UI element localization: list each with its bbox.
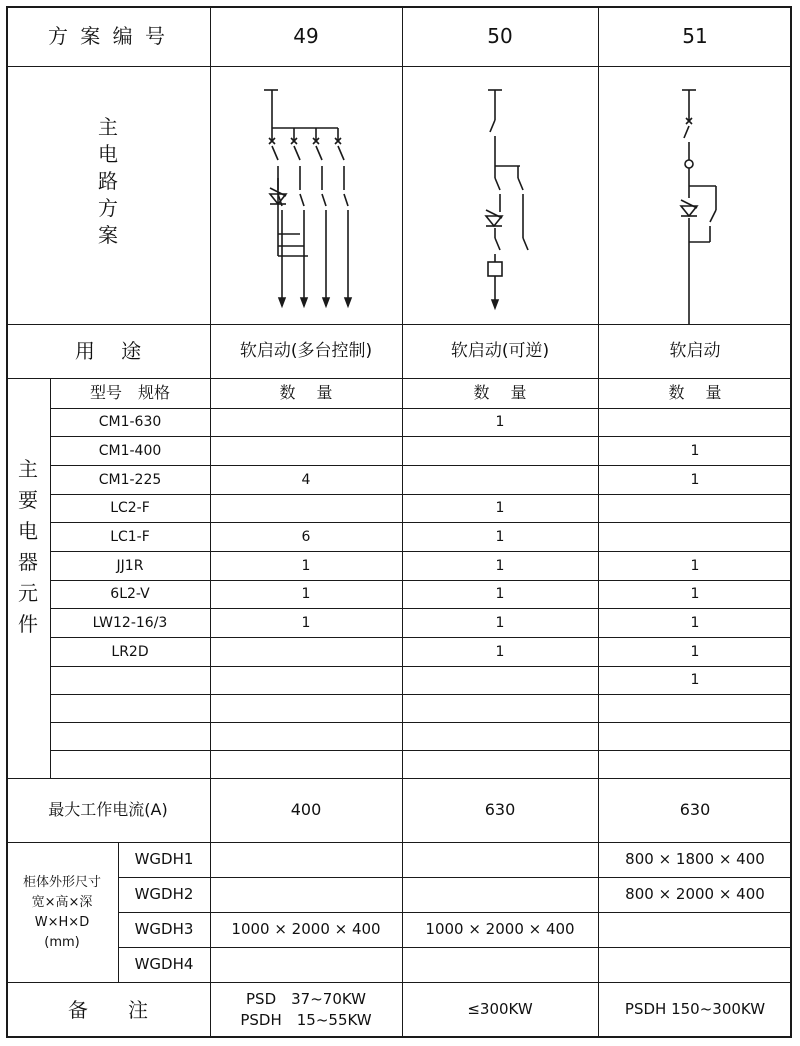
qty-51: 1 (690, 557, 700, 574)
rule (50, 750, 792, 751)
component-model: LC2-F (110, 500, 150, 516)
qty-50: 1 (495, 614, 505, 631)
qty-49 (210, 666, 402, 694)
qty-50 (402, 666, 598, 694)
label-char: 电 (98, 142, 118, 166)
cabinet-model: WGDH2 (134, 885, 194, 903)
scheme-50-number: 50 (487, 24, 513, 48)
max-current-51: 630 (679, 800, 711, 819)
label-char: 元 (18, 580, 38, 605)
dimension-49 (210, 842, 402, 877)
rule (50, 722, 792, 723)
qty-51: 1 (690, 442, 700, 459)
component-model: LR2D (111, 643, 149, 660)
qty-49 (210, 408, 402, 436)
qty-49: 1 (301, 557, 311, 574)
dimension-50 (402, 947, 598, 982)
component-model: JJ1R (116, 557, 144, 574)
qty-51: 1 (690, 614, 700, 631)
label-char: 主 (98, 115, 118, 139)
component-model (50, 666, 210, 694)
qty-49 (210, 436, 402, 465)
cabinet-model: WGDH4 (134, 955, 194, 973)
label-char: 件 (18, 611, 38, 636)
qty-51 (598, 408, 792, 436)
cabinet-model: WGDH1 (134, 850, 194, 868)
cabinet-model: WGDH3 (134, 920, 194, 938)
scheme-51-number: 51 (682, 24, 708, 48)
component-model: LC1-F (110, 528, 150, 545)
label-line: 宽×高×深 (31, 894, 93, 910)
dimension-51: 800 × 2000 × 400 (625, 885, 765, 903)
qty-51: 1 (690, 471, 700, 488)
branch (291, 128, 307, 306)
usage-label: 用 途 (74, 339, 142, 363)
dimension-50 (402, 877, 598, 912)
component-model: 6L2-V (110, 586, 150, 602)
qty-49: 1 (301, 614, 311, 631)
qty-50: 1 (495, 557, 505, 574)
qty-header-50: 数 量 (473, 383, 527, 402)
label-char: 器 (18, 549, 38, 574)
label-line: 柜体外形尺寸 (22, 874, 101, 890)
qty-49: 6 (301, 528, 311, 545)
dimension-49 (210, 947, 402, 982)
label-char: 要 (18, 487, 38, 512)
qty-50 (402, 465, 598, 494)
circuit-diagram-51 (598, 66, 792, 324)
qty-51: 1 (690, 672, 700, 688)
circuit-diagram-49 (210, 66, 402, 324)
qty-50: 1 (495, 586, 505, 602)
qty-50 (402, 436, 598, 465)
scheme-49-number: 49 (293, 24, 319, 48)
remarks-49 (210, 982, 402, 1037)
label-line: W×H×D (34, 914, 90, 930)
circuit-diagram-50 (402, 66, 598, 324)
label-char: 方 (98, 196, 118, 220)
qty-50: 1 (495, 528, 505, 545)
qty-50: 1 (495, 643, 505, 660)
component-model: LW12-16/3 (92, 614, 168, 631)
dimension-51 (598, 912, 792, 947)
qty-49 (210, 494, 402, 522)
qty-49: 4 (301, 471, 311, 488)
max-current-49: 400 (290, 800, 322, 819)
max-current-label: 最大工作电流(A) (48, 800, 168, 819)
components-side-label (6, 416, 50, 676)
qty-header-49: 数 量 (279, 383, 333, 402)
component-model: CM1-630 (98, 414, 162, 430)
dimension-50: 1000 × 2000 × 400 (425, 920, 575, 938)
qty-50: 1 (495, 414, 505, 430)
remarks-51: PSDH 150~300KW (624, 1000, 766, 1018)
branch (269, 128, 285, 306)
component-model: CM1-400 (98, 442, 162, 459)
scheme-table (6, 6, 792, 1038)
qty-51 (598, 522, 792, 551)
label-char: 路 (98, 169, 118, 193)
usage-value-51: 软启动 (669, 340, 721, 361)
cabinet-dimensions-label (6, 852, 118, 972)
qty-49 (210, 637, 402, 666)
qty-51 (598, 494, 792, 522)
usage-value-50: 软启动(可逆) (450, 340, 550, 361)
model-spec-header: 型号 规格 (89, 383, 170, 402)
usage-value-49: 软启动(多台控制) (239, 340, 373, 361)
qty-51: 1 (690, 586, 700, 602)
remark-line: PSD 37~70KW (246, 989, 366, 1008)
branch (335, 128, 351, 306)
dimension-51 (598, 947, 792, 982)
label-char: 主 (18, 456, 38, 481)
dimension-49: 1000 × 2000 × 400 (231, 920, 381, 938)
label-char: 电 (18, 518, 38, 543)
qty-50: 1 (495, 500, 505, 516)
label-char: 案 (98, 223, 118, 247)
remarks-50: ≤300KW (467, 1000, 533, 1018)
max-current-50: 630 (484, 800, 516, 819)
qty-51: 1 (690, 643, 700, 660)
branch (313, 128, 329, 306)
remark-line: PSDH 15~55KW (240, 1010, 372, 1029)
scheme-number-label: 方 案 编 号 (47, 24, 169, 48)
dimension-51: 800 × 1800 × 400 (625, 850, 765, 868)
main-circuit-label (6, 106, 210, 256)
remarks-label: 备 注 (68, 997, 148, 1022)
component-model: CM1-225 (98, 471, 162, 488)
rule (50, 694, 792, 695)
qty-header-51: 数 量 (668, 383, 722, 402)
dimension-50 (402, 842, 598, 877)
qty-49: 1 (301, 586, 311, 602)
label-line: (mm) (44, 934, 80, 950)
dimension-49 (210, 877, 402, 912)
